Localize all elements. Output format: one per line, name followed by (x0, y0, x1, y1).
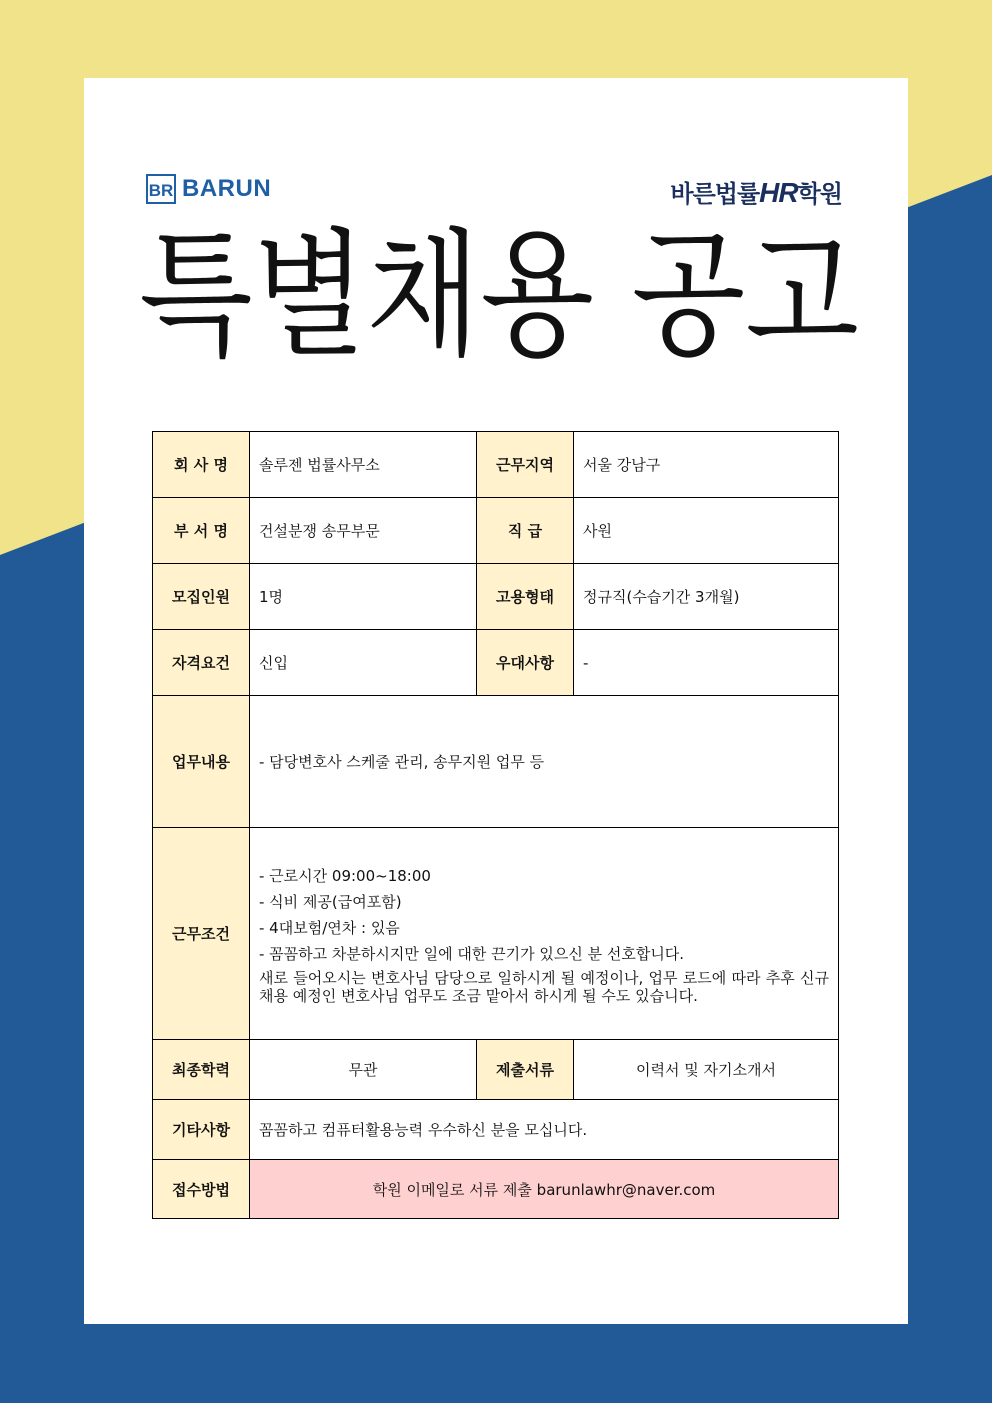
value-location: 서울 강남구 (574, 432, 839, 498)
condition-meals: - 식비 제공(급여포함) (259, 892, 402, 911)
barun-logo-text: BARUN (182, 175, 272, 202)
value-preference: - (574, 630, 839, 696)
label-education: 최종학력 (153, 1040, 250, 1100)
label-department: 부 서 명 (153, 498, 250, 564)
table-row (153, 498, 839, 564)
label-employment: 고용형태 (477, 564, 574, 630)
value-department: 건설분쟁 송무부문 (250, 498, 477, 564)
table-row (153, 564, 839, 630)
svg-text:특별채용 공고: 특별채용 공고 (139, 215, 859, 376)
poster-card (84, 78, 908, 1324)
academy-logo (670, 174, 842, 209)
label-apply: 접수방법 (153, 1160, 250, 1219)
condition-note: 새로 들어오시는 변호사님 담당으로 일하시게 될 예정이나, 업무 로드에 따라 추후 신규 채용 예정인 변호사님 업무도 조금 맡아서 하시게 될 수도 있습니다. (259, 968, 829, 1005)
table-row (153, 1100, 839, 1160)
label-conditions: 근무조건 (153, 828, 250, 1040)
condition-insurance: - 4대보험/연차 : 있음 (259, 918, 400, 937)
academy-logo-prefix: 바른법률 (670, 180, 760, 208)
barun-logo (146, 174, 271, 204)
condition-preference: - 꼼꼼하고 차분하시지만 일에 대한 끈기가 있으신 분 선호합니다. (259, 944, 685, 963)
academy-logo-hr: HR (759, 177, 798, 208)
svg-text:BR: BR (148, 181, 174, 200)
value-duties: - 담당변호사 스케줄 관리, 송무지원 업무 등 (250, 696, 839, 828)
label-headcount: 모집인원 (153, 564, 250, 630)
recruitment-info-table (152, 431, 839, 1219)
label-location: 근무지역 (477, 432, 574, 498)
label-preference: 우대사항 (477, 630, 574, 696)
label-etc: 기타사항 (153, 1100, 250, 1160)
value-apply: 학원 이메일로 서류 제출 barunlawhr@naver.com (250, 1160, 839, 1219)
label-qualification: 자격요건 (153, 630, 250, 696)
value-etc: 꼼꼼하고 컴퓨터활용능력 우수하신 분을 모십니다. (250, 1100, 839, 1160)
label-company: 회 사 명 (153, 432, 250, 498)
table-row (153, 828, 839, 1040)
label-duties: 업무내용 (153, 696, 250, 828)
condition-hours: - 근로시간 09:00~18:00 (259, 866, 431, 885)
label-rank: 직 급 (477, 498, 574, 564)
value-headcount: 1명 (250, 564, 477, 630)
br-logo-icon (146, 174, 176, 204)
value-rank: 사원 (574, 498, 839, 564)
table-row (153, 630, 839, 696)
academy-logo-suffix: 학원 (797, 180, 842, 208)
table-row (153, 1160, 839, 1219)
value-company: 솔루젠 법률사무소 (250, 432, 477, 498)
table-row (153, 1040, 839, 1100)
page-title (134, 215, 864, 376)
value-conditions (250, 828, 839, 1040)
value-employment: 정규직(수습기간 3개월) (574, 564, 839, 630)
value-documents: 이력서 및 자기소개서 (574, 1040, 839, 1100)
table-row (153, 696, 839, 828)
value-education: 무관 (250, 1040, 477, 1100)
value-qualification: 신입 (250, 630, 477, 696)
label-documents: 제출서류 (477, 1040, 574, 1100)
table-row (153, 432, 839, 498)
